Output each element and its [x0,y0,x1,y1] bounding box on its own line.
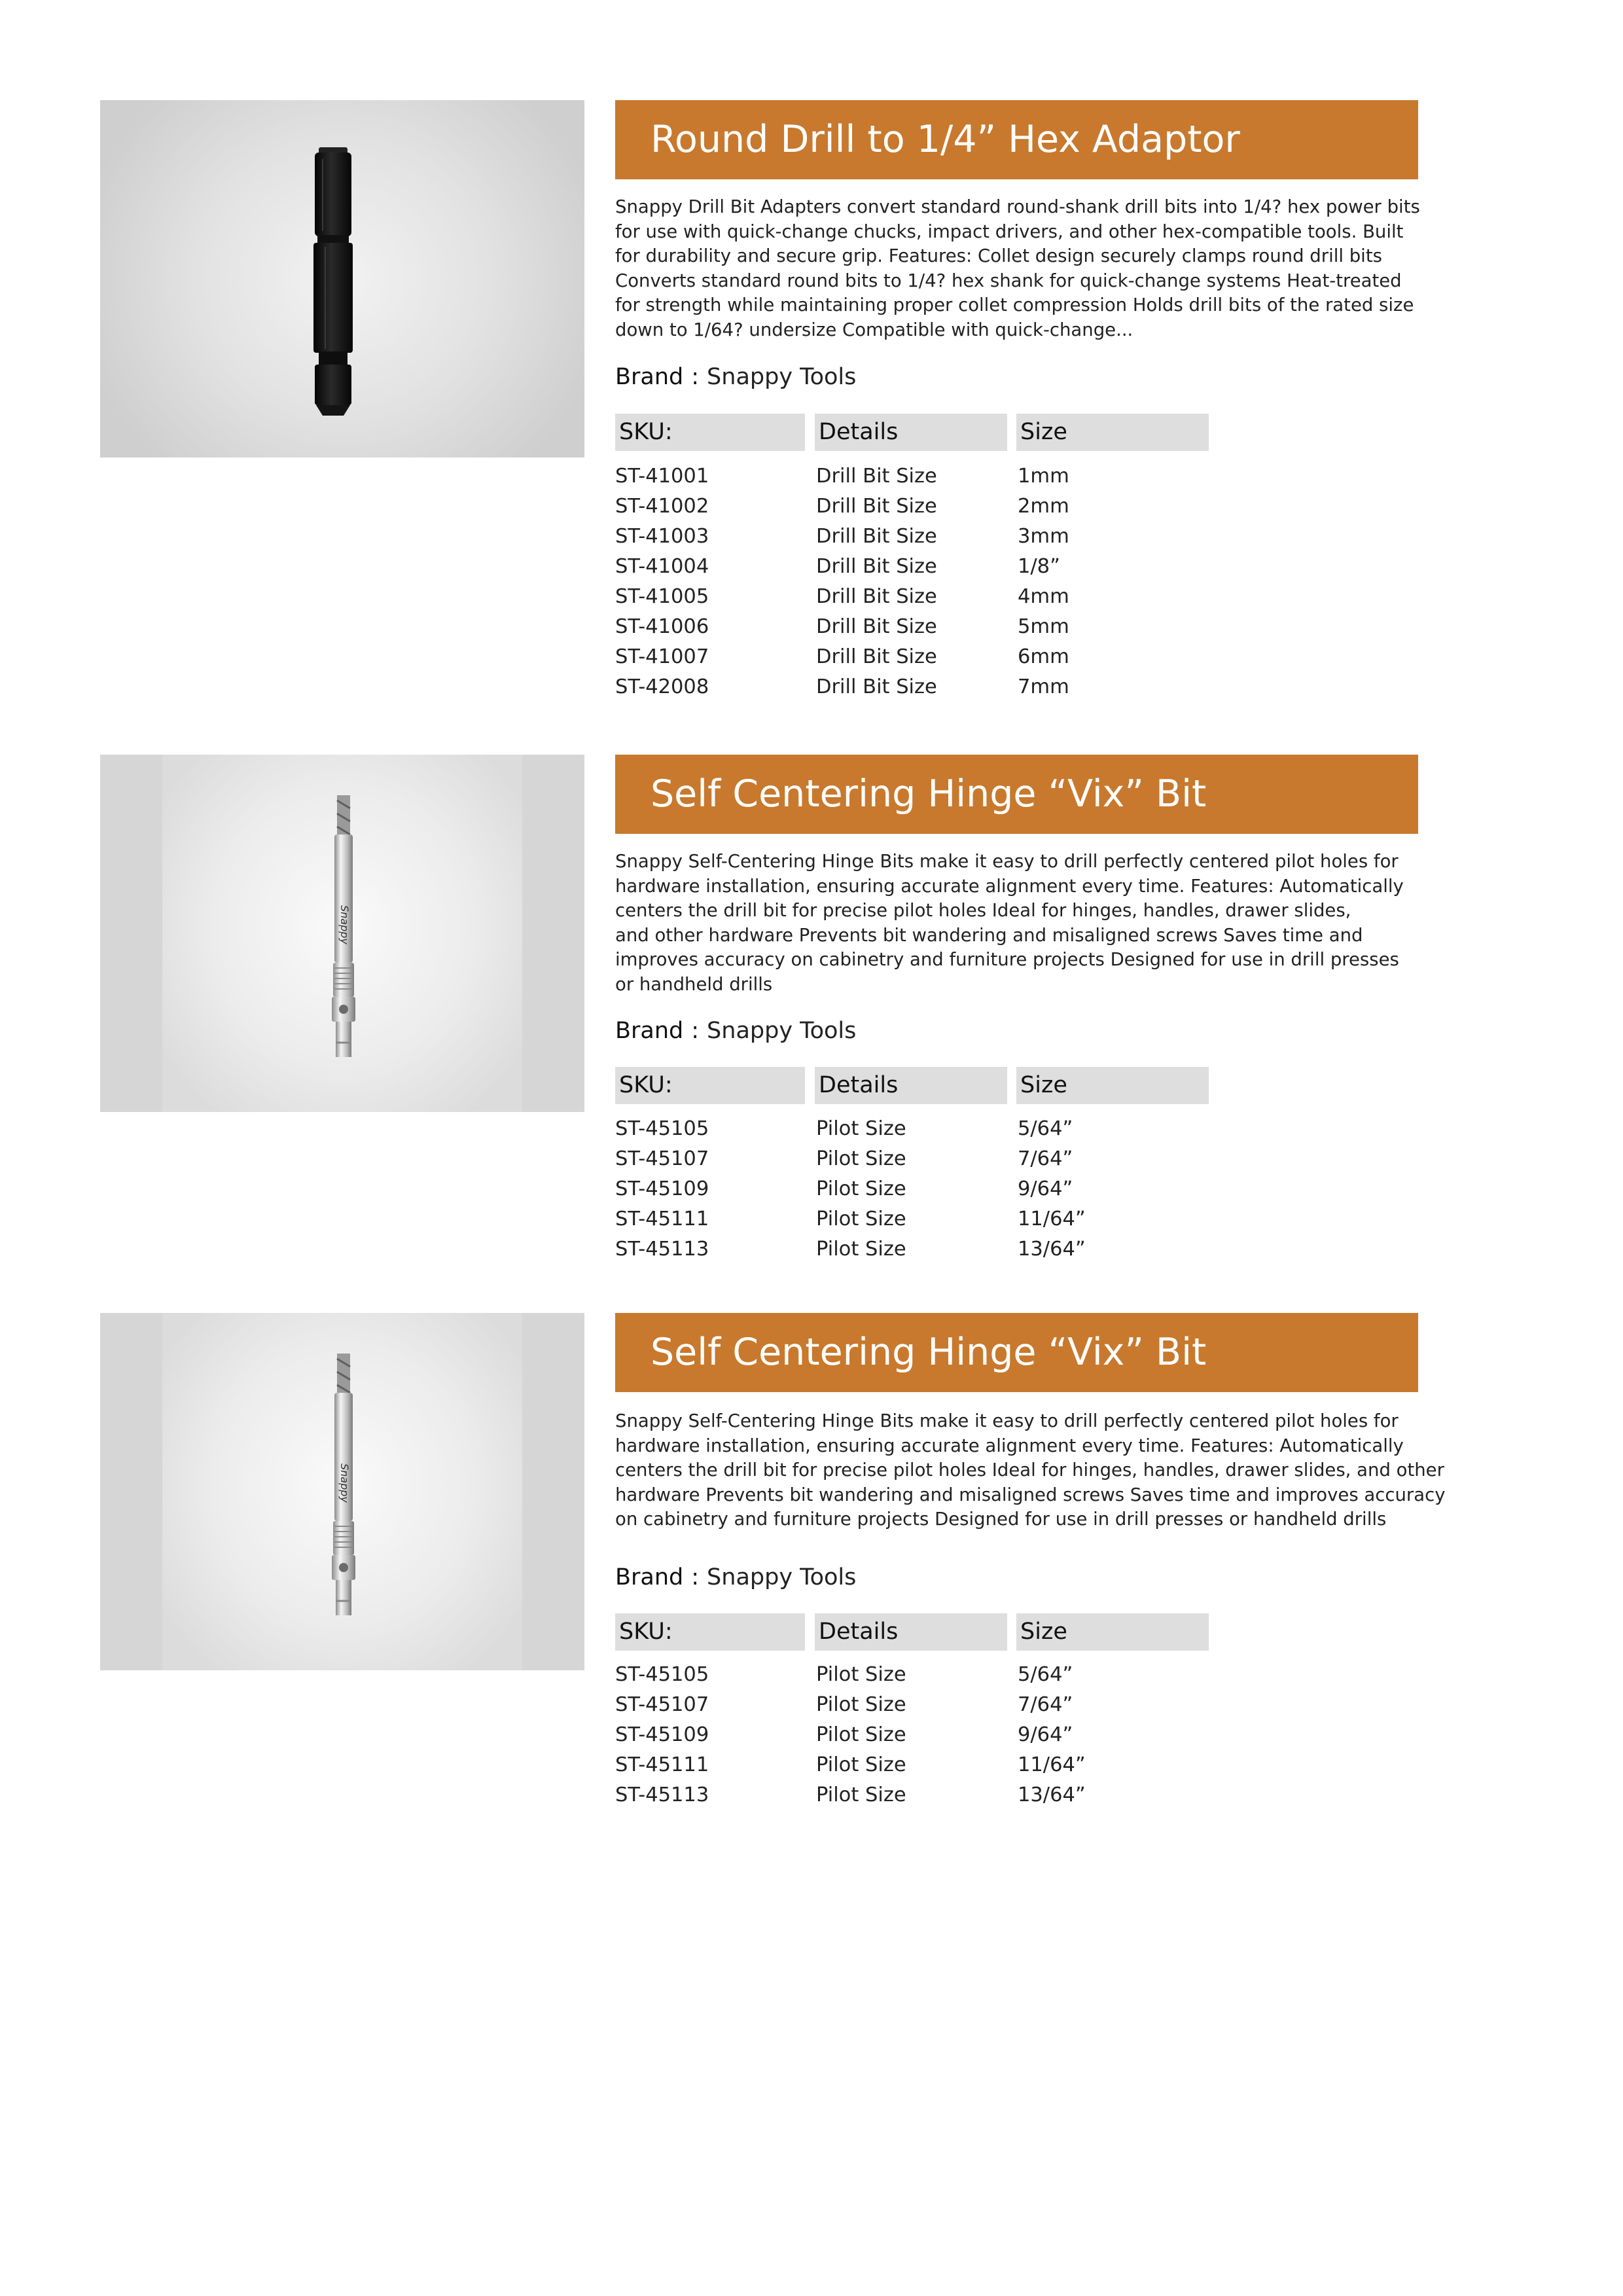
details-cell: Pilot Size [816,1177,906,1200]
brand-separator: : [691,1564,700,1590]
brand-line [615,1563,856,1592]
size-cell: 4mm [1018,585,1069,608]
size-cell: 13/64” [1018,1238,1086,1261]
size-cell: 11/64” [1018,1753,1086,1776]
sku-cell: ST-42008 [615,675,709,698]
table-row [0,1204,1623,1234]
size-cell: 9/64” [1018,1177,1073,1200]
sku-cell: ST-45111 [615,1753,709,1776]
table-row [0,1780,1623,1810]
brand-line [615,363,856,391]
table-header-sku: SKU: [615,414,805,451]
size-cell: 2mm [1018,495,1069,518]
sku-cell: ST-41005 [615,585,709,608]
sku-cell: ST-45109 [615,1723,709,1746]
size-cell: 1mm [1018,465,1069,488]
table-row [0,582,1623,612]
details-cell: Drill Bit Size [816,645,937,668]
table-row [0,612,1623,642]
size-cell: 13/64” [1018,1784,1086,1806]
table-header-size: Size [1016,1067,1209,1104]
size-cell: 5mm [1018,615,1069,638]
hex-adaptor-product-photo [100,100,584,457]
details-cell: Pilot Size [816,1723,906,1746]
details-cell: Drill Bit Size [816,555,937,578]
table-header-details: Details [815,1067,1007,1104]
product-description: Snappy Drill Bit Adapters convert standard round-shank drill bits into 1/4? hex power bits for use with quick-change chucks, impact drivers, and other hex-compatible tools. Built for durability and secure grip. Features: Collet design securely clamps round drill bits Converts standard round bits to 1/4? hex shank for quick-change systems Heat-treated for strength while maintaining proper collet compression Holds drill bits of the rated size down to 1/64? undersize Compatible with quick-change... [615,196,1420,340]
svg-text:Snappy: Snappy [338,905,351,944]
product-title: Self Centering Hinge “Vix” Bit [651,772,1207,816]
table-header-details: Details [815,414,1007,451]
table-row [0,642,1623,672]
brand-value: Snappy Tools [707,1018,857,1044]
product-title-banner [615,1313,1418,1392]
table-header-details: Details [815,1613,1007,1651]
svg-text:Snappy: Snappy [338,1463,351,1503]
sku-cell: ST-45111 [615,1208,709,1230]
size-cell: 11/64” [1018,1208,1086,1230]
sku-cell: ST-41004 [615,555,709,578]
sku-cell: ST-45105 [615,1663,709,1686]
details-cell: Drill Bit Size [816,675,937,698]
details-cell: Pilot Size [816,1117,906,1140]
size-cell: 7/64” [1018,1147,1073,1170]
vix-bit-product-photo [100,755,584,1112]
vix-bit-product-photo [100,1313,584,1670]
table-header-sku: SKU: [615,1613,805,1651]
sku-cell: ST-45113 [615,1238,709,1261]
table-row [0,522,1623,552]
vix-bit-icon [100,1313,584,1670]
size-cell: 1/8” [1018,555,1060,578]
details-cell: Pilot Size [816,1693,906,1716]
table-row [0,1690,1623,1720]
size-cell: 3mm [1018,525,1069,548]
product-description: Snappy Self-Centering Hinge Bits make it easy to drill perfectly centered pilot holes for hardware installation, ensuring accurate alignment every time. Features: Automatically centers the drill bit for precise pilot holes Ideal for hinges, handles, drawer slides, and other hardware Prevents bit wandering and misaligned screws Saves time and improves accuracy on cabinetry and furniture projects Designed for use in drill presses or handheld drills [615,851,1404,995]
sku-cell: ST-45105 [615,1117,709,1140]
brand-value: Snappy Tools [707,1564,857,1590]
size-cell: 7mm [1018,675,1069,698]
details-cell: Drill Bit Size [816,465,937,488]
sku-cell: ST-41006 [615,615,709,638]
table-row [0,1750,1623,1780]
table-header-size: Size [1016,1613,1209,1651]
table-row [0,492,1623,522]
size-cell: 5/64” [1018,1117,1073,1140]
sku-cell: ST-45109 [615,1177,709,1200]
brand-label: Brand [615,1018,684,1044]
sku-cell: ST-45113 [615,1784,709,1806]
details-cell: Drill Bit Size [816,615,937,638]
details-cell: Pilot Size [816,1238,906,1261]
table-row [0,1234,1623,1265]
table-row [0,461,1623,492]
hex-adaptor-icon [100,100,584,457]
details-cell: Drill Bit Size [816,585,937,608]
table-header-sku: SKU: [615,1067,805,1104]
table-row [0,552,1623,582]
table-row [0,672,1623,702]
product-title: Round Drill to 1/4” Hex Adaptor [651,118,1240,161]
sku-cell: ST-45107 [615,1147,709,1170]
brand-label: Brand [615,364,684,390]
details-cell: Pilot Size [816,1784,906,1806]
table-row [0,1114,1623,1144]
details-cell: Drill Bit Size [816,495,937,518]
size-cell: 6mm [1018,645,1069,668]
details-cell: Pilot Size [816,1753,906,1776]
table-row [0,1174,1623,1204]
product-title-banner [615,755,1418,834]
vix-bit-icon [100,755,584,1112]
size-cell: 9/64” [1018,1723,1073,1746]
details-cell: Pilot Size [816,1663,906,1686]
sku-cell: ST-41001 [615,465,709,488]
table-row [0,1660,1623,1690]
details-cell: Drill Bit Size [816,525,937,548]
details-cell: Pilot Size [816,1208,906,1230]
brand-line [615,1016,856,1045]
brand-separator: : [691,1018,700,1044]
table-header-size: Size [1016,414,1209,451]
sku-cell: ST-41002 [615,495,709,518]
table-row [0,1144,1623,1174]
table-row [0,1720,1623,1750]
size-cell: 7/64” [1018,1693,1073,1716]
details-cell: Pilot Size [816,1147,906,1170]
brand-separator: : [691,364,700,390]
sku-cell: ST-41007 [615,645,709,668]
brand-label: Brand [615,1564,684,1590]
product-title: Self Centering Hinge “Vix” Bit [651,1331,1207,1374]
product-title-banner [615,100,1418,179]
size-cell: 5/64” [1018,1663,1073,1686]
sku-cell: ST-45107 [615,1693,709,1716]
brand-value: Snappy Tools [707,364,857,390]
sku-cell: ST-41003 [615,525,709,548]
product-description: Snappy Self-Centering Hinge Bits make it easy to drill perfectly centered pilot holes for hardware installation, ensuring accurate alignment every time. Features: Automatically centers the drill bit for precise pilot holes Ideal for hinges, handles, drawer slides, and other hardware Prevents bit wandering and misaligned screws Saves time and improves accuracy on cabinetry and furniture projects Designed for use in drill presses or handheld drills [615,1410,1446,1530]
